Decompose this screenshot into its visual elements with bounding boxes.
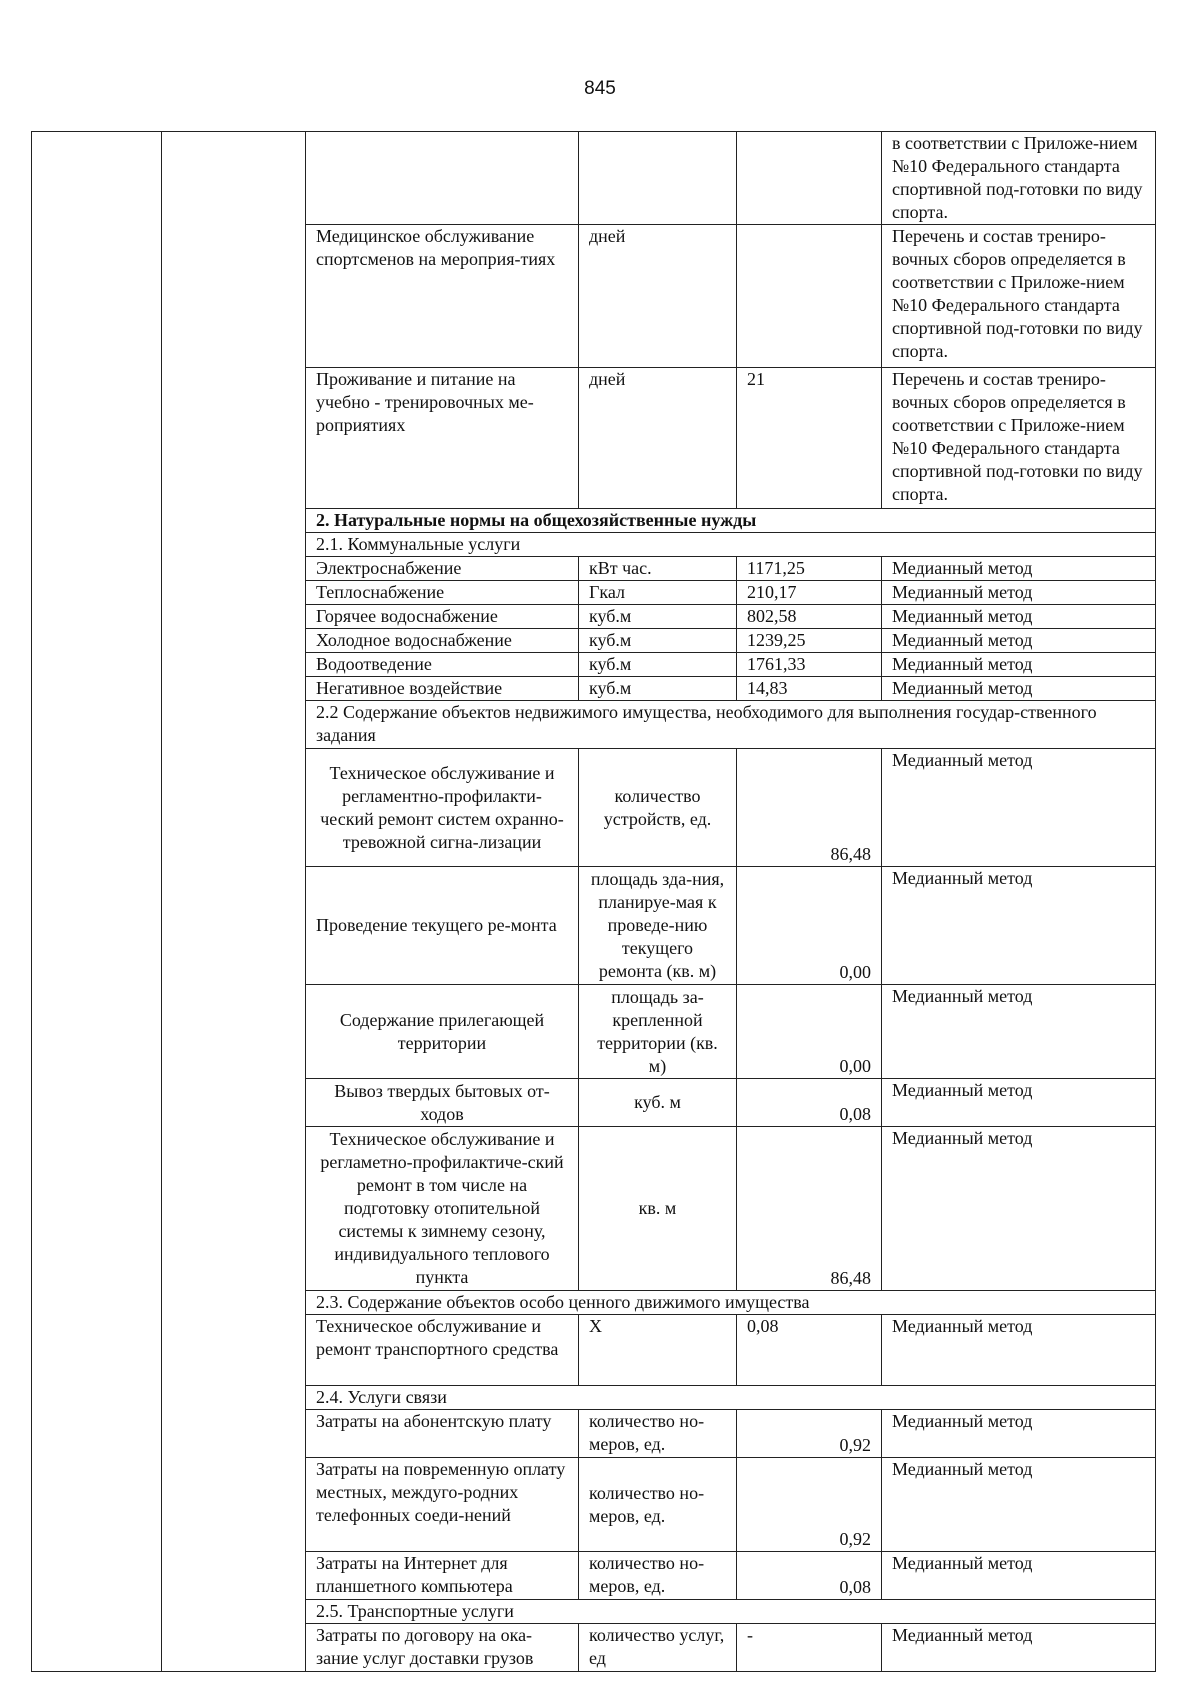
method-cell: Медианный метод (882, 605, 1156, 629)
name-cell: Затраты по договору на ока-зание услуг доставки грузов (306, 1624, 579, 1672)
unit-cell: кв. м (579, 1127, 737, 1291)
unit-cell: количество услуг, ед (579, 1624, 737, 1672)
method-cell: Медианный метод (882, 867, 1156, 985)
name-cell: Проживание и питание на учебно - тренировочных ме-роприятиях (306, 368, 579, 509)
name-cell: Холодное водоснабжение (306, 629, 579, 653)
method-cell: Медианный метод (882, 1624, 1156, 1672)
unit-cell: количество но-меров, ед. (579, 1410, 737, 1458)
page-number: 845 (584, 78, 616, 99)
name-cell: Проведение текущего ре-монта (306, 867, 579, 985)
table-row (32, 132, 1156, 225)
value-cell: 0,00 (737, 867, 882, 985)
value-cell: - (737, 1624, 882, 1672)
value-cell: 21 (737, 368, 882, 509)
method-cell: Медианный метод (882, 581, 1156, 605)
note-cell: Перечень и состав трениро-вочных сборов определяется в соответствии с Приложе-нием №10 Федерального стандарта спортивной под-готовки по виду спорта. (882, 225, 1156, 368)
method-cell: Медианный метод (882, 1315, 1156, 1386)
value-cell: 1171,25 (737, 557, 882, 581)
value-cell: 0,08 (737, 1315, 882, 1386)
name-cell: Медицинское обслуживание спортсменов на мероприя-тиях (306, 225, 579, 368)
value-cell: 86,48 (737, 1127, 882, 1291)
note-cell: Перечень и состав трениро-вочных сборов определяется в соответствии с Приложе-нием №10 Федерального стандарта спортивной под-готовки по виду спорта. (882, 368, 1156, 509)
name-cell: Горячее водоснабжение (306, 605, 579, 629)
name-cell: Затраты на абонентскую плату (306, 1410, 579, 1458)
unit-cell: дней (579, 368, 737, 509)
note-cell: в соответствии с Приложе-нием №10 Федерального стандарта спортивной под-готовки по виду спорта. (882, 132, 1156, 225)
norms-table (31, 131, 1156, 1672)
left-col-1 (32, 132, 162, 1672)
unit-cell: куб.м (579, 653, 737, 677)
name-cell: Вывоз твердых бытовых от-ходов (306, 1079, 579, 1127)
method-cell: Медианный метод (882, 653, 1156, 677)
value-cell: 1239,25 (737, 629, 882, 653)
unit-cell: куб.м (579, 605, 737, 629)
subsection-heading: 2.2 Содержание объектов недвижимого имущества, необходимого для выполнения государ-ственного задания (306, 701, 1156, 749)
name-cell: Затраты на Интернет для планшетного компьютера (306, 1552, 579, 1600)
unit-cell: дней (579, 225, 737, 368)
method-cell: Медианный метод (882, 1127, 1156, 1291)
unit-cell: Х (579, 1315, 737, 1386)
name-cell: Затраты на повременную оплату местных, междуго-родних телефонных соеди-нений (306, 1458, 579, 1552)
value-cell: 0,08 (737, 1079, 882, 1127)
method-cell: Медианный метод (882, 629, 1156, 653)
method-cell: Медианный метод (882, 1552, 1156, 1600)
value-cell: 0,92 (737, 1458, 882, 1552)
unit-cell: куб.м (579, 629, 737, 653)
value-cell: 14,83 (737, 677, 882, 701)
method-cell: Медианный метод (882, 677, 1156, 701)
value-cell: 210,17 (737, 581, 882, 605)
unit-cell: площадь за-крепленной территории (кв. м) (579, 985, 737, 1079)
method-cell: Медианный метод (882, 557, 1156, 581)
subsection-heading: 2.4. Услуги связи (306, 1386, 1156, 1410)
unit-cell: количество но-меров, ед. (579, 1552, 737, 1600)
unit-cell: кВт час. (579, 557, 737, 581)
name-cell: Техническое обслуживание и регламентно-профилакти-ческий ремонт систем охранно-тревожной сигна-лизации (306, 749, 579, 867)
value-cell: 1761,33 (737, 653, 882, 677)
name-cell: Содержание прилегающей территории (306, 985, 579, 1079)
value-cell: 86,48 (737, 749, 882, 867)
value-cell: 0,00 (737, 985, 882, 1079)
name-cell: Электроснабжение (306, 557, 579, 581)
value-cell: 0,08 (737, 1552, 882, 1600)
method-cell: Медианный метод (882, 1079, 1156, 1127)
name-cell: Техническое обслуживание и ремонт транспортного средства (306, 1315, 579, 1386)
unit-cell: куб. м (579, 1079, 737, 1127)
unit-cell: Гкал (579, 581, 737, 605)
method-cell: Медианный метод (882, 1410, 1156, 1458)
unit-cell: куб.м (579, 677, 737, 701)
subsection-heading: 2.5. Транспортные услуги (306, 1600, 1156, 1624)
subsection-heading: 2.1. Коммунальные услуги (306, 533, 1156, 557)
name-cell: Негативное воздействие (306, 677, 579, 701)
method-cell: Медианный метод (882, 985, 1156, 1079)
unit-cell: площадь зда-ния, планируе-мая к проведе-нию текущего ремонта (кв. м) (579, 867, 737, 985)
unit-cell: количество но-меров, ед. (579, 1458, 737, 1552)
section-heading: 2. Натуральные нормы на общехозяйственные нужды (306, 509, 1156, 533)
method-cell: Медианный метод (882, 749, 1156, 867)
name-cell: Водоотведение (306, 653, 579, 677)
value-cell: 0,92 (737, 1410, 882, 1458)
name-cell: Техническое обслуживание и регламетно-профилактиче-ский ремонт в том числе на подготовку отопительной системы к зимнему сезону, индивидуального теплового пункта (306, 1127, 579, 1291)
value-cell (737, 225, 882, 368)
name-cell: Теплоснабжение (306, 581, 579, 605)
value-cell: 802,58 (737, 605, 882, 629)
left-col-2 (162, 132, 306, 1672)
unit-cell: количество устройств, ед. (579, 749, 737, 867)
method-cell: Медианный метод (882, 1458, 1156, 1552)
subsection-heading: 2.3. Содержание объектов особо ценного движимого имущества (306, 1291, 1156, 1315)
